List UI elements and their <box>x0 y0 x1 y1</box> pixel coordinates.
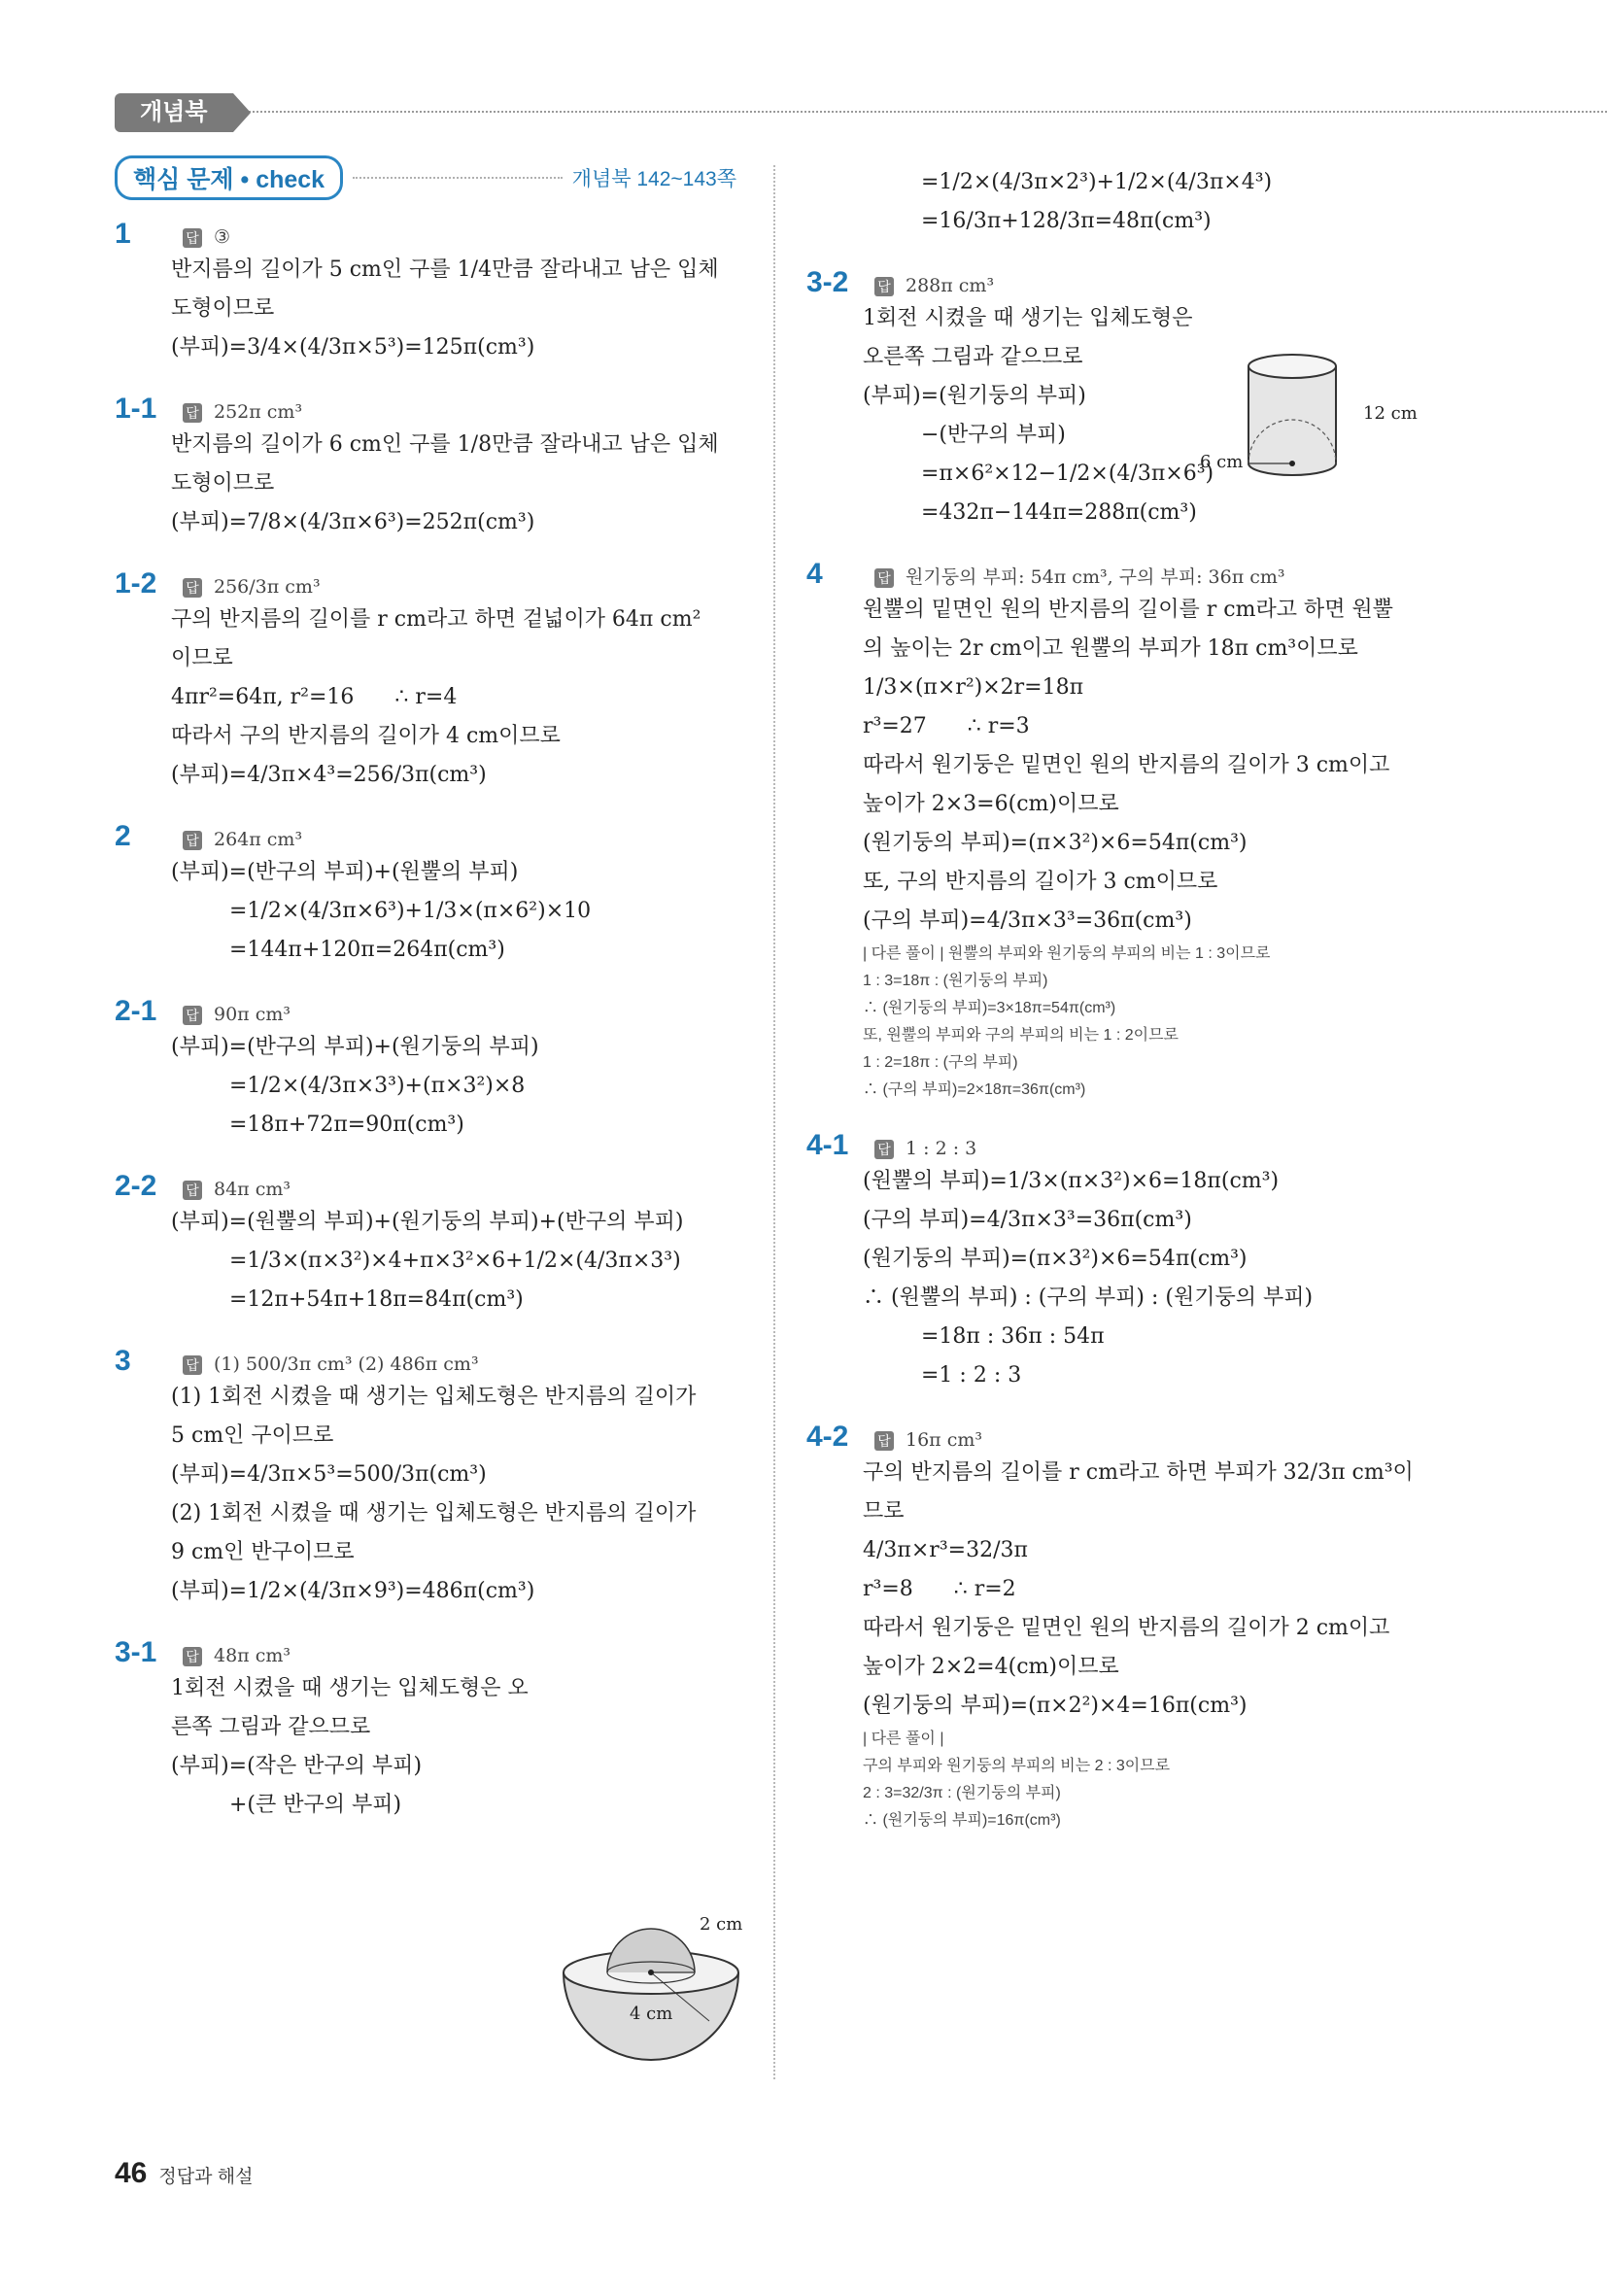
header-rule <box>233 111 1607 113</box>
problem-block <box>806 558 1428 1104</box>
solution-line: 1회전 시켰을 때 생기는 입체도형은 <box>863 306 1193 330</box>
solution-line: (부피)=4/3π×4³=256/3π(cm³) <box>171 763 487 787</box>
solution-line: =16/3π+128/3π=48π(cm³) <box>921 209 1212 233</box>
problem-block <box>115 995 736 1145</box>
solution-line: 므로 <box>863 1499 905 1524</box>
solution-line: 구의 반지름의 길이를 r cm라고 하면 겉넓이가 64π cm² <box>171 607 701 632</box>
solution-line: (부피)=(작은 반구의 부피) <box>171 1754 423 1778</box>
answer-text: 48π cm³ <box>214 1645 291 1666</box>
problem-number: 2 <box>115 820 131 852</box>
solution-line: 원뿔의 밑면인 원의 반지름의 길이를 r cm라고 하면 원뿔 <box>863 598 1393 622</box>
solution-line: =432π−144π=288π(cm³) <box>921 500 1197 525</box>
page-footer <box>115 2157 253 2190</box>
solution-lines <box>171 1028 736 1145</box>
problem-header <box>115 1636 736 1669</box>
solution-line: =1/2×(4/3π×6³)+1/3×(π×6²)×10 <box>229 899 592 923</box>
solution-line: 4πr²=64π, r²=16 ∴ r=4 <box>171 685 458 709</box>
answer-tag-icon: 답 <box>183 1006 202 1025</box>
bowl-label-large: 4 cm <box>630 2004 673 2024</box>
header-tab: 개념북 <box>115 93 233 132</box>
solution-lines <box>171 1378 736 1611</box>
problem-header <box>115 995 736 1028</box>
answer-text: 84π cm³ <box>214 1179 291 1200</box>
alternate-solution-line: 또, 원뿔의 부피와 구의 부피의 비는 1 : 2이므로 <box>863 1027 1180 1044</box>
alternate-solution-line: ∴ (원기둥의 부피)=16π(cm³) <box>863 1812 1061 1829</box>
problem-header <box>806 1129 1428 1162</box>
problem-number: 3 <box>115 1345 131 1377</box>
solution-line: =1/3×(π×3²)×4+π×3²×6+1/2×(4/3π×3³) <box>229 1249 681 1273</box>
alternate-solution-line: | 다른 풀이 | 원뿔의 부피와 원기둥의 부피의 비는 1 : 3이므로 <box>863 945 1271 962</box>
problem-block <box>115 218 736 367</box>
solution-lines <box>171 1669 736 1825</box>
solution-lines <box>171 600 736 795</box>
solution-line: (부피)=3/4×(4/3π×5³)=125π(cm³) <box>171 335 535 360</box>
bowl-figure <box>554 1914 748 2070</box>
solution-line: 도형이므로 <box>171 471 275 496</box>
solution-line: (구의 부피)=4/3π×3³=36π(cm³) <box>863 908 1192 933</box>
solution-line: =1/2×(4/3π×3³)+(π×3²)×8 <box>229 1074 526 1098</box>
solution-line: 따라서 원기둥은 밑면인 원의 반지름의 길이가 3 cm이고 <box>863 753 1390 777</box>
solution-lines <box>171 853 736 970</box>
solution-line: 또, 구의 반지름의 길이가 3 cm이므로 <box>863 870 1218 894</box>
answer-text: 256/3π cm³ <box>214 576 321 598</box>
solution-line: =144π+120π=264π(cm³) <box>229 938 505 962</box>
answer-text: 90π cm³ <box>214 1004 291 1025</box>
problem-block <box>115 567 736 795</box>
solution-line: (부피)=(반구의 부피)+(원뿔의 부피) <box>171 860 519 884</box>
solution-lines <box>863 163 1428 241</box>
answer-tag-icon: 답 <box>874 568 894 588</box>
solution-line: =1 : 2 : 3 <box>921 1363 1022 1388</box>
solution-line: (원기둥의 부피)=(π×2²)×4=16π(cm³) <box>863 1694 1248 1718</box>
problem-block <box>806 1129 1428 1395</box>
solution-line: (원기둥의 부피)=(π×3²)×6=54π(cm³) <box>863 831 1248 855</box>
solution-line: (부피)=(원기둥의 부피) <box>863 384 1086 408</box>
answer-text: (1) 500/3π cm³ (2) 486π cm³ <box>214 1354 479 1375</box>
problem-number: 4-2 <box>806 1421 849 1453</box>
column-divider <box>773 165 775 2079</box>
answer-tag-icon: 답 <box>874 277 894 296</box>
section-reference: 개념북 142~143쪽 <box>571 168 736 190</box>
solution-line: 높이가 2×2=4(cm)이므로 <box>863 1655 1119 1679</box>
solution-line: (1) 1회전 시켰을 때 생기는 입체도형은 반지름의 길이가 <box>171 1385 697 1409</box>
problem-header <box>806 558 1428 591</box>
solution-line: 이므로 <box>171 646 233 670</box>
left-problem-list <box>115 218 736 1825</box>
answer-tag-icon: 답 <box>183 403 202 423</box>
solution-line: (부피)=4/3π×5³=500/3π(cm³) <box>171 1462 487 1487</box>
solution-lines <box>171 1203 736 1319</box>
problem-block <box>115 393 736 542</box>
solution-line: 따라서 원기둥은 밑면인 원의 반지름의 길이가 2 cm이고 <box>863 1616 1390 1640</box>
problem-number: 1 <box>115 218 131 250</box>
problem-block <box>115 820 736 970</box>
answer-text: 252π cm³ <box>214 401 303 423</box>
answer-tag-icon: 답 <box>874 1140 894 1159</box>
solution-line: 구의 반지름의 길이를 r cm라고 하면 부피가 32/3π cm³이 <box>863 1460 1414 1485</box>
problem-header <box>115 1170 736 1203</box>
problem-header <box>115 820 736 853</box>
problem-block <box>806 163 1428 241</box>
alternate-solution-line: | 다른 풀이 | <box>863 1731 944 1747</box>
solution-line: 른쪽 그림과 같으므로 <box>171 1715 371 1739</box>
problem-number: 2-2 <box>115 1170 157 1202</box>
answer-text: 1 : 2 : 3 <box>906 1138 977 1159</box>
solution-line: 1회전 시켰을 때 생기는 입체도형은 오 <box>171 1676 529 1700</box>
problem-header <box>115 567 736 600</box>
solution-line: (부피)=(반구의 부피)+(원기둥의 부피) <box>171 1035 539 1059</box>
problem-block <box>115 1636 736 1825</box>
problem-number: 3-1 <box>115 1636 157 1668</box>
problem-number: 4-1 <box>806 1129 849 1161</box>
answer-tag-icon: 답 <box>183 831 202 850</box>
solution-line: 1/3×(π×r²)×2r=18π <box>863 675 1084 700</box>
problem-number: 3-2 <box>806 266 849 298</box>
solution-line: (원기둥의 부피)=(π×3²)×6=54π(cm³) <box>863 1247 1248 1271</box>
solution-line: =18π+72π=90π(cm³) <box>229 1113 464 1137</box>
answer-text: ③ <box>214 226 231 248</box>
solution-line: 의 높이는 2r cm이고 원뿔의 부피가 18π cm³이므로 <box>863 636 1358 661</box>
alternate-solution-line: 1 : 3=18π : (원기둥의 부피) <box>863 973 1048 989</box>
solution-line: −(반구의 부피) <box>921 423 1066 447</box>
solution-lines <box>863 1162 1428 1395</box>
problem-number: 2-1 <box>115 995 157 1027</box>
solution-lines <box>171 251 736 367</box>
problem-block <box>115 1170 736 1319</box>
solution-lines <box>863 1454 1428 1834</box>
solution-line: (2) 1회전 시켰을 때 생기는 입체도형은 반지름의 길이가 <box>171 1501 697 1525</box>
problem-header <box>806 266 1428 299</box>
page-number: 46 <box>115 2157 148 2189</box>
problem-number: 4 <box>806 558 823 590</box>
problem-header <box>115 218 736 251</box>
solution-line: 4/3π×r³=32/3π <box>863 1538 1028 1562</box>
problem-header <box>115 1345 736 1378</box>
answer-tag-icon: 답 <box>183 1355 202 1375</box>
section-dots <box>353 177 563 179</box>
alternate-solution-line: 구의 부피와 원기둥의 부피의 비는 2 : 3이므로 <box>863 1758 1171 1774</box>
solution-line: =1/2×(4/3π×2³)+1/2×(4/3π×4³) <box>921 170 1273 194</box>
alternate-solution-line: ∴ (원기둥의 부피)=3×18π=54π(cm³) <box>863 1000 1116 1016</box>
answer-tag-icon: 답 <box>183 1647 202 1666</box>
solution-line: (부피)=(원뿔의 부피)+(원기둥의 부피)+(반구의 부피) <box>171 1210 684 1234</box>
problem-number: 1-1 <box>115 393 157 425</box>
solution-line: (구의 부피)=4/3π×3³=36π(cm³) <box>863 1208 1192 1232</box>
bowl-label-small: 2 cm <box>700 1914 743 1935</box>
answer-tag-icon: 답 <box>183 1181 202 1200</box>
alternate-solution-line: 2 : 3=32/3π : (원기둥의 부피) <box>863 1785 1061 1801</box>
solution-lines <box>863 591 1428 1104</box>
solution-line: 따라서 구의 반지름의 길이가 4 cm이므로 <box>171 724 561 748</box>
answer-tag-icon: 답 <box>183 578 202 598</box>
problem-block <box>115 1345 736 1611</box>
solution-line: 9 cm인 반구이므로 <box>171 1540 355 1564</box>
answer-text: 원기둥의 부피: 54π cm³, 구의 부피: 36π cm³ <box>906 566 1285 588</box>
problem-number: 1-2 <box>115 567 157 600</box>
solution-line: 반지름의 길이가 5 cm인 구를 1/4만큼 잘라내고 남은 입체 <box>171 257 719 282</box>
solution-line: +(큰 반구의 부피) <box>229 1793 402 1817</box>
cylinder-figure <box>1200 345 1423 491</box>
section-badge: 핵심 문제 • check <box>115 155 343 200</box>
solution-line: r³=8 ∴ r=2 <box>863 1577 1016 1601</box>
problem-header <box>115 393 736 426</box>
solution-lines <box>171 426 736 542</box>
alternate-solution-line: ∴ (구의 부피)=2×18π=36π(cm³) <box>863 1081 1086 1098</box>
left-column <box>115 155 736 1850</box>
answer-text: 16π cm³ <box>906 1429 982 1451</box>
page-footer-label: 정답과 해설 <box>158 2167 254 2187</box>
solution-line: 오른쪽 그림과 같으므로 <box>863 345 1083 369</box>
bowl-diagram <box>554 1914 748 2070</box>
answer-text: 288π cm³ <box>906 275 995 296</box>
solution-line: =π×6²×12−1/2×(4/3π×6³) <box>921 462 1214 486</box>
solution-line: =12π+54π+18π=84π(cm³) <box>229 1287 524 1312</box>
solution-line: (부피)=1/2×(4/3π×9³)=486π(cm³) <box>171 1579 535 1603</box>
solution-line: 도형이므로 <box>171 296 275 321</box>
answer-tag-icon: 답 <box>183 228 202 248</box>
section-header <box>115 155 736 200</box>
alternate-solution-line: 1 : 2=18π : (구의 부피) <box>863 1054 1018 1071</box>
problem-header <box>806 1421 1428 1454</box>
solution-line: ∴ (원뿔의 부피) : (구의 부피) : (원기둥의 부피) <box>863 1285 1314 1310</box>
cylinder-label-height: 12 cm <box>1363 403 1418 424</box>
problem-block <box>806 1421 1428 1834</box>
solution-line: (부피)=7/8×(4/3π×6³)=252π(cm³) <box>171 510 535 534</box>
solution-line: 높이가 2×3=6(cm)이므로 <box>863 792 1119 816</box>
solution-line: 5 cm인 구이므로 <box>171 1423 334 1448</box>
cylinder-label-radius: 6 cm <box>1200 452 1244 472</box>
solution-line: (원뿔의 부피)=1/3×(π×3²)×6=18π(cm³) <box>863 1169 1280 1193</box>
solution-line: r³=27 ∴ r=3 <box>863 714 1030 738</box>
solution-line: =18π : 36π : 54π <box>921 1324 1105 1349</box>
answer-text: 264π cm³ <box>214 829 303 850</box>
answer-tag-icon: 답 <box>874 1431 894 1451</box>
solution-line: 반지름의 길이가 6 cm인 구를 1/8만큼 잘라내고 남은 입체 <box>171 432 719 457</box>
